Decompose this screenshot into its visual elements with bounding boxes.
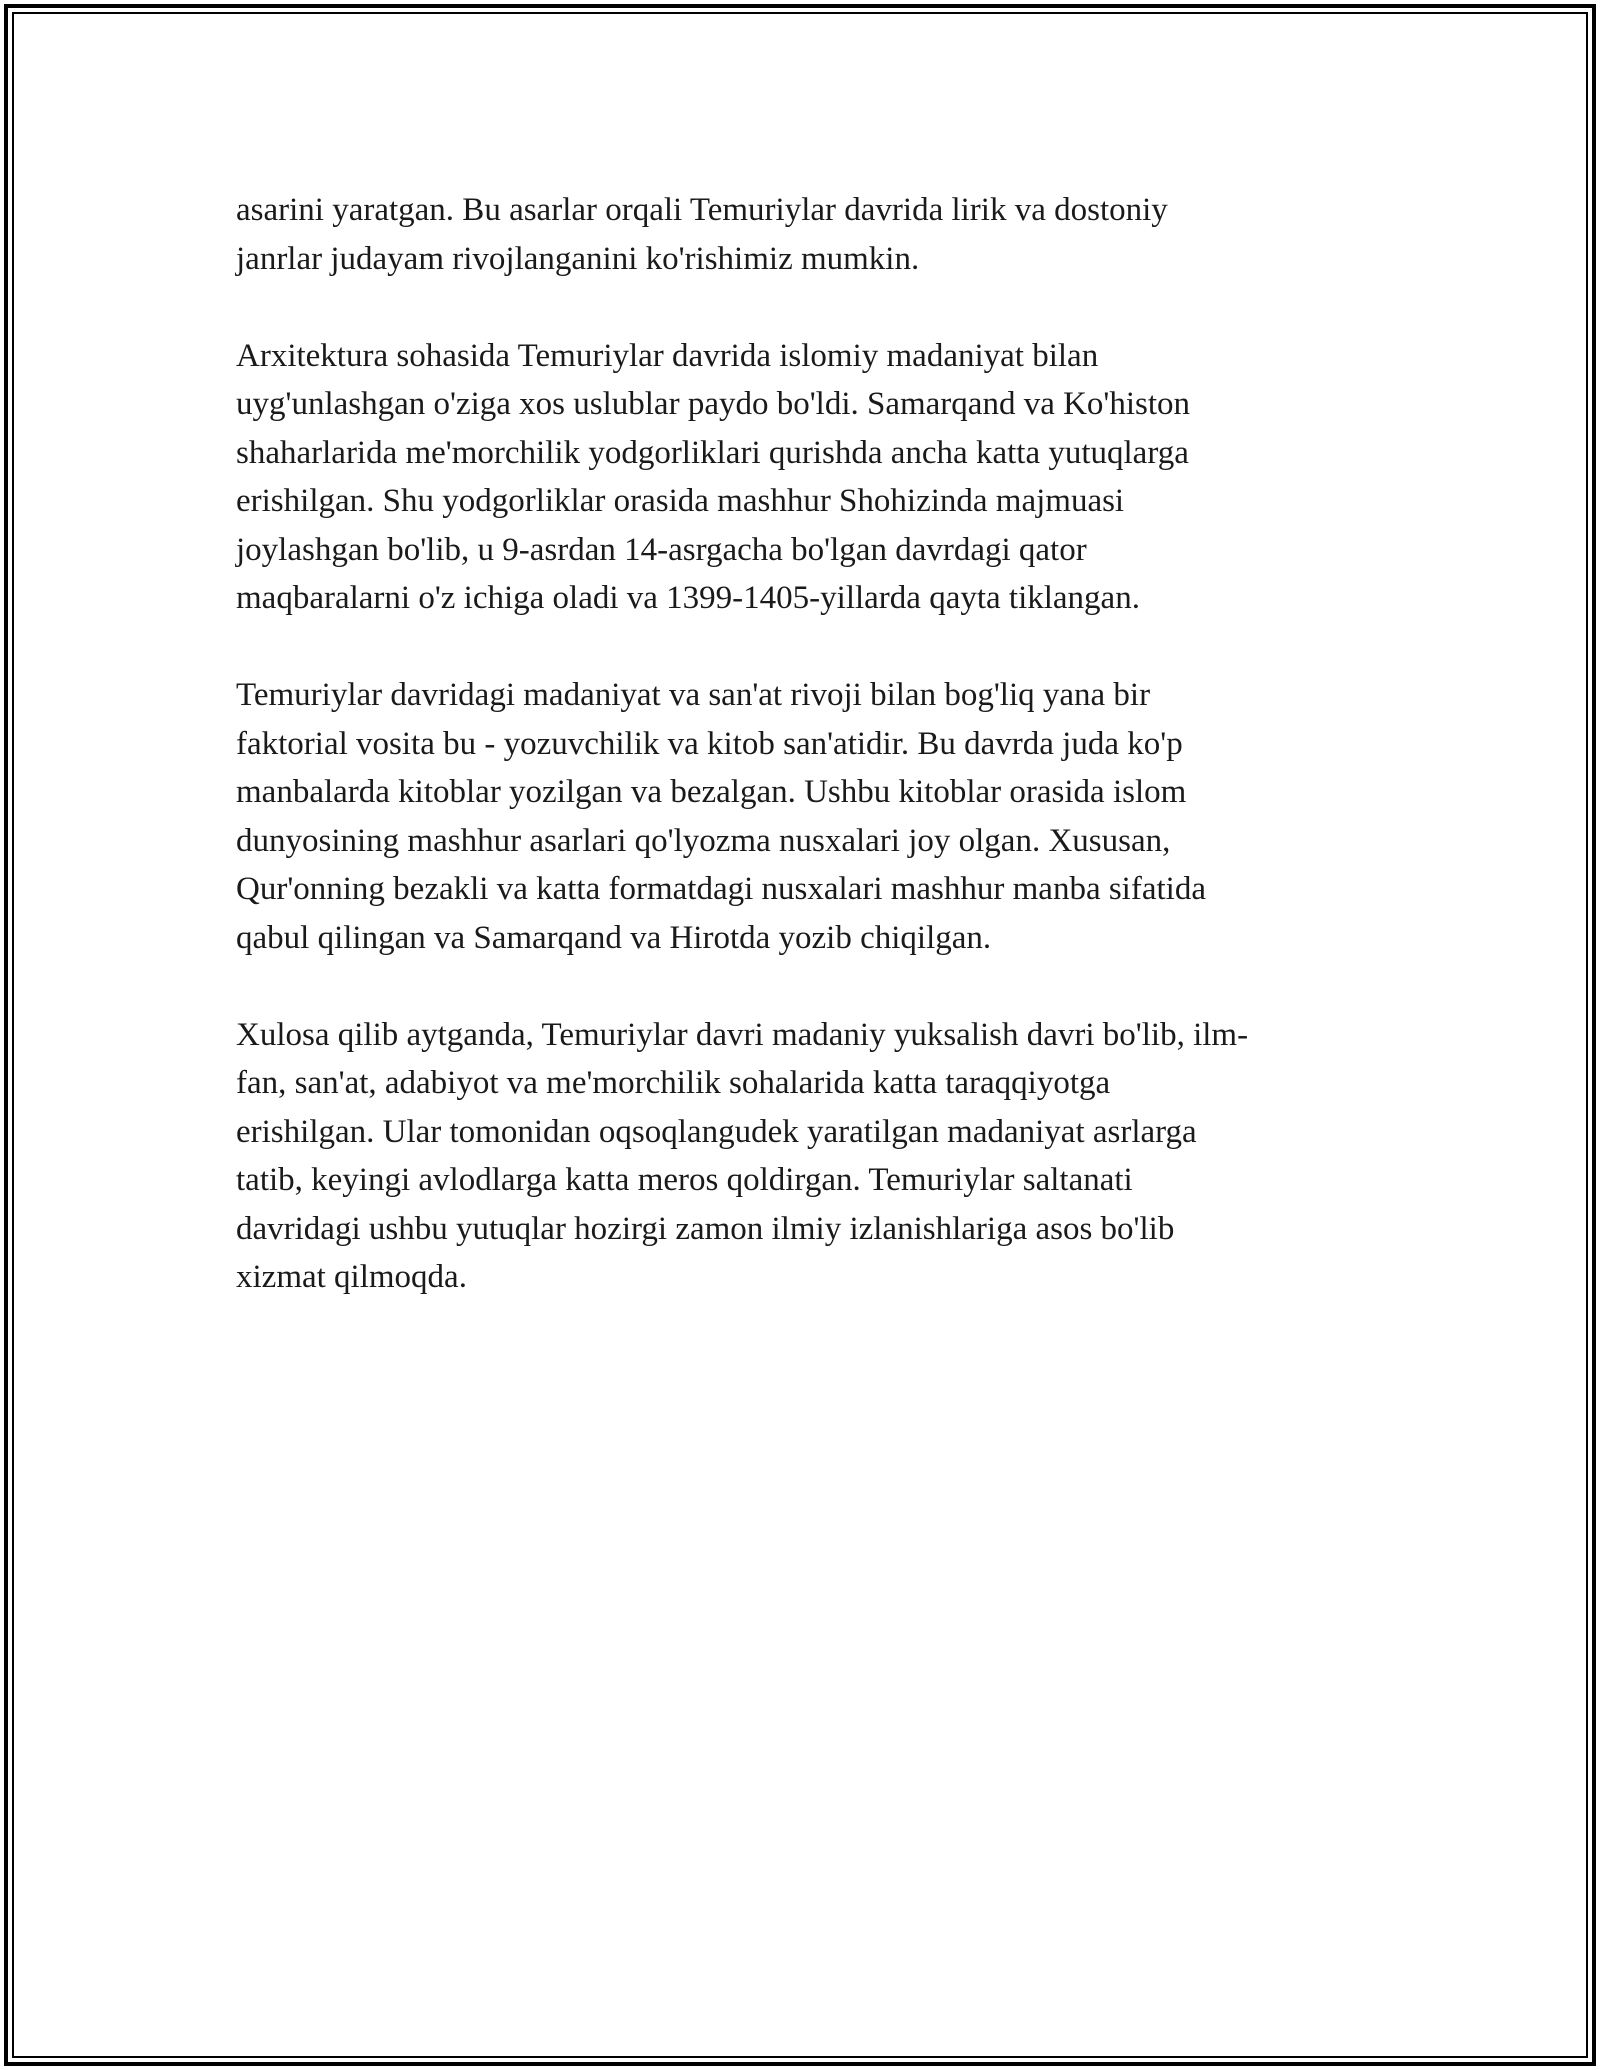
text-line: Arxitektura sohasida Temuriylar davrida islomiy madaniyat bilan (236, 337, 1099, 374)
text-line: davridagi ushbu yutuqlar hozirgi zamon ilmiy izlanishlariga asos bo'lib (236, 1210, 1175, 1247)
text-line: tatib, keyingi avlodlarga katta meros qoldirgan. Temuriylar saltanati (236, 1162, 1133, 1198)
paragraph-3 (236, 671, 1386, 962)
text-line: janrlar judayam rivojlanganini ko'rishimiz mumkin. (236, 240, 920, 277)
text-line: faktorial vosita bu - yozuvchilik va kitob san'atidir. Bu davrda juda ko'p (236, 725, 1183, 762)
text-line: maqbaralarni o'z ichiga oladi va 1399-1405-yillarda qayta tiklangan. (236, 580, 1140, 616)
text-line: dunyosining mashhur asarlari qo'lyozma nusxalari joy olgan. Xususan, (236, 822, 1171, 859)
text-line: manbalarda kitoblar yozilgan va bezalgan. Ushbu kitoblar orasida islom (236, 774, 1187, 810)
text-line: uyg'unlashgan o'ziga xos uslublar paydo bo'ldi. Samarqand va Ko'histon (236, 386, 1191, 422)
paragraph-1 (236, 186, 1386, 283)
paragraph-2 (236, 332, 1386, 623)
document-body (236, 186, 1386, 1350)
text-line: Qur'onning bezakli va katta formatdagi nusxalari mashhur manba sifatida (236, 871, 1206, 907)
text-line: xizmat qilmoqda. (236, 1259, 467, 1295)
text-line: Xulosa qilib aytganda, Temuriylar davri madaniy yuksalish davri bo'lib, ilm- (236, 1016, 1249, 1053)
text-line: asarini yaratgan. Bu asarlar orqali Temuriylar davrida lirik va dostoniy (236, 192, 1168, 228)
text-line: joylashgan bo'lib, u 9-asrdan 14-asrgacha bo'lgan davrdagi qator (236, 531, 1087, 568)
text-line: Temuriylar davridagi madaniyat va san'at rivoji bilan bog'liq yana bir (236, 677, 1151, 713)
paragraph-4 (236, 1011, 1386, 1302)
text-line: erishilgan. Shu yodgorliklar orasida mashhur Shohizinda majmuasi (236, 483, 1125, 519)
text-line: qabul qilingan va Samarqand va Hirotda yozib chiqilgan. (236, 919, 992, 956)
text-line: shaharlarida me'morchilik yodgorliklari qurishda ancha katta yutuqlarga (236, 434, 1189, 471)
text-line: fan, san'at, adabiyot va me'morchilik sohalarida katta taraqqiyotga (236, 1065, 1111, 1101)
text-line: erishilgan. Ular tomonidan oqsoqlangudek yaratilgan madaniyat asrlarga (236, 1113, 1197, 1150)
